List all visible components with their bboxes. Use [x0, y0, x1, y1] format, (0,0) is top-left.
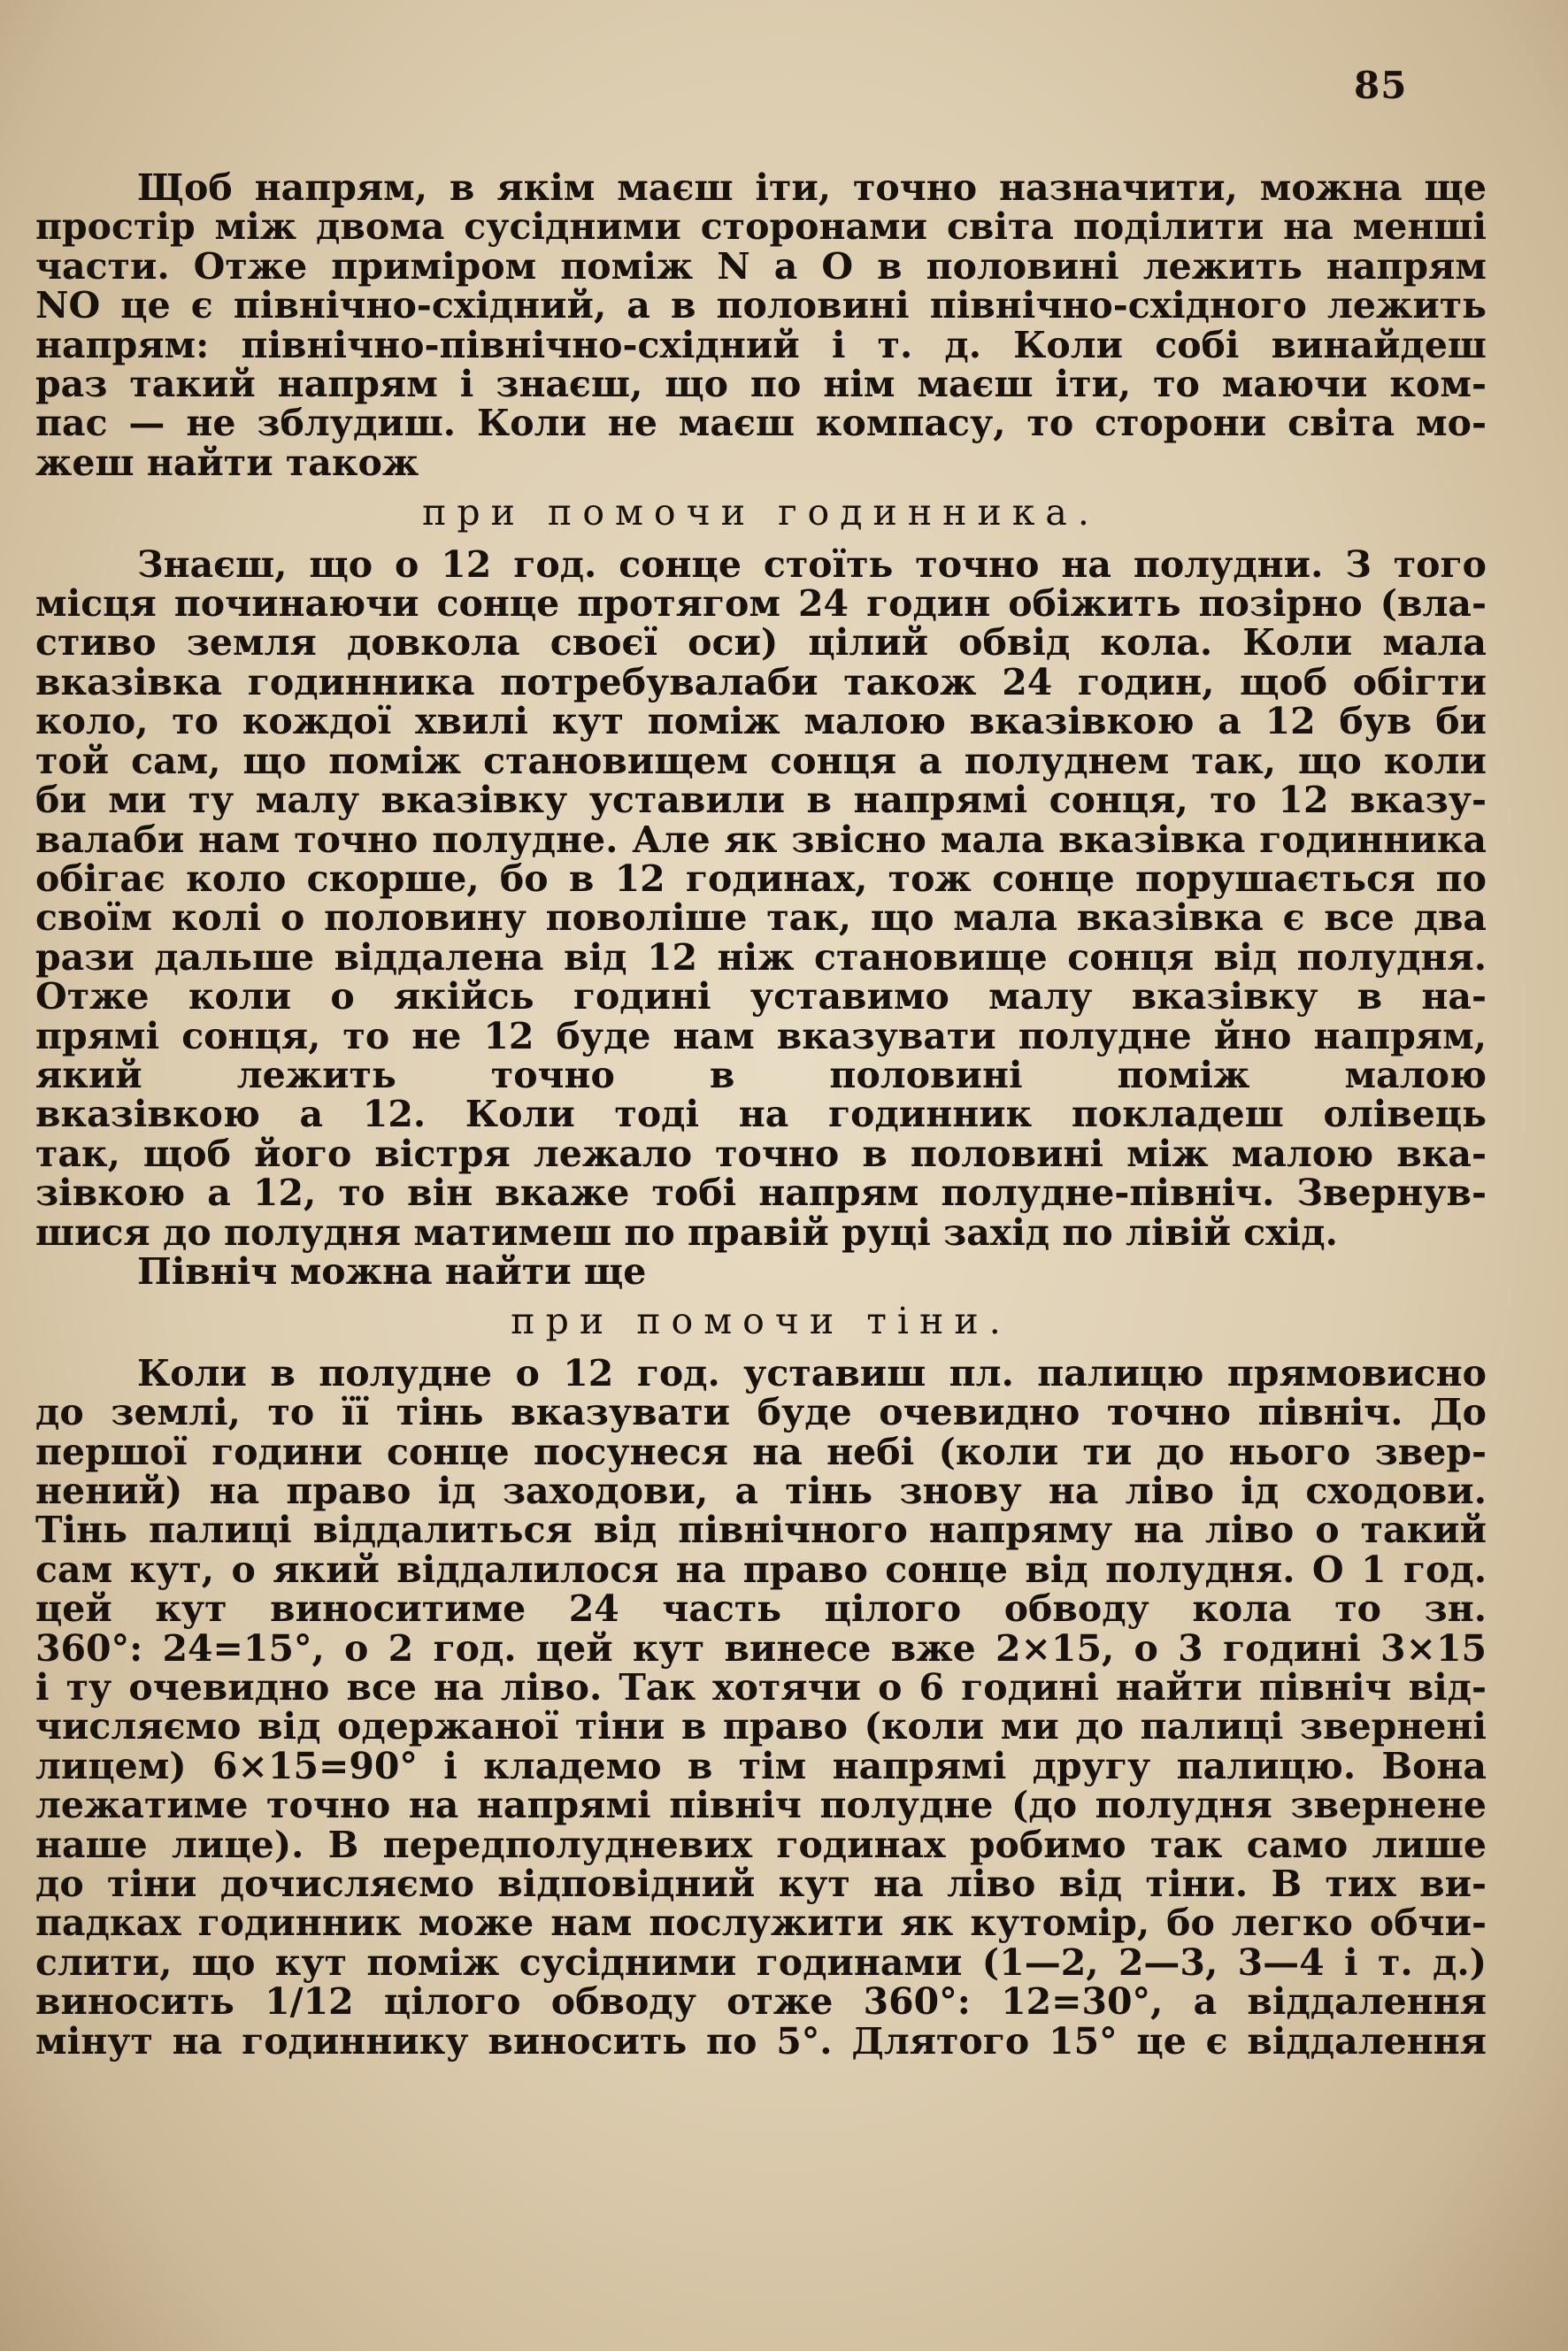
text-line: обігає коло скорше, бо в 12 годинах, тож сонце порушається по — [35, 857, 1487, 900]
text-line: Коли в полудне о 12 год. уставиш пл. палицю прямовисно — [137, 1351, 1487, 1394]
text-line: би ми ту малу вказівку уставили в напрямі сонця, то 12 вказу- — [35, 779, 1487, 822]
text-line: числяємо від одержаної тіни в право (коли ми до палиці звернені — [35, 1705, 1487, 1748]
text-line: стиво земля довкола своєї оси) цілий обвід кола. Коли мала — [35, 621, 1487, 665]
text-line: виносить 1/12 цілого обводу отже 360°: 12=30°, а віддалення — [35, 1980, 1487, 2024]
text-line: лицем) 6×15=90° і кладемо в тім напрямі другу палицю. Вона — [35, 1744, 1487, 1787]
text-line: наше лице). В передполудневих годинах робимо так само лише — [35, 1823, 1487, 1866]
text-line: мінут на годиннику виносить по 5°. Длятого 15° це є віддалення — [35, 2019, 1487, 2063]
page-text — [35, 168, 1487, 2061]
text-line: жеш найти також — [35, 441, 419, 484]
text-line: слити, що кут поміж сусідними годинами (1—2, 2—3, 3—4 і т. д.) — [35, 1940, 1487, 1984]
text-line: першої години сонце посунеся на небі (коли ти до нього звер- — [35, 1430, 1487, 1473]
text-line: напрям: північно-північно-східний і т. д. Коли собі винайдеш — [35, 323, 1487, 366]
text-line: раз такий напрям і знаєш, що по нім маєш іти, то маючи ком- — [35, 363, 1487, 406]
text-line: вказівка годинника потребувалаби також 24 годин, щоб обігти — [35, 660, 1487, 703]
text-line: лежатиме точно на напрямі північ полудне (до полудня звернене — [35, 1784, 1487, 1827]
text-line: Знаєш, що о 12 год. сонце стоїть точно на полудни. З того — [137, 542, 1487, 586]
text-line: 360°: 24=15°, о 2 год. цей кут винесе вже 2×15, о 3 годині 3×15 — [35, 1626, 1487, 1670]
text-line: сам кут, о який віддалилося на право сонце від полудня. О 1 год. — [35, 1548, 1487, 1591]
text-line: части. Отже приміром поміж N а O в половині лежить напрям — [35, 244, 1487, 288]
text-line: і ту очевидно все на ліво. Так хотячи о 6 годині найти північ від- — [35, 1666, 1487, 1709]
text-line: Отже коли о якійсь годині уставимо малу вказівку в на- — [35, 975, 1487, 1018]
text-line: Тінь палиці віддалиться від північного напряму на ліво о такий — [35, 1509, 1487, 1552]
text-line: коло, то кождої хвилі кут поміж малою вказівкою а 12 був би — [35, 700, 1487, 743]
text-line: який лежить точно в половині поміж малою — [35, 1053, 1487, 1096]
text-line: вказівкою а 12. Коли тоді на годинник покладеш олівець — [35, 1093, 1487, 1136]
text-line: рази дальше віддалена від 12 ніж становище сонця від полудня. — [35, 935, 1487, 979]
text-line: так, щоб його вістря лежало точно в половині між малою вка- — [35, 1132, 1487, 1175]
text-line: прямі сонця, то не 12 буде нам вказувати полудне йно напрям, — [35, 1014, 1487, 1057]
page-number: 85 — [1354, 64, 1408, 107]
text-line: цей кут виноситиме 24 часть цілого обводу кола то зн. — [35, 1587, 1487, 1631]
text-line: простір між двома сусідними сторонами світа поділити на менші — [35, 205, 1487, 249]
text-line: пас — не зблудиш. Коли не маєш компасу, то сторони світа мо- — [35, 402, 1487, 445]
text-line: до землі, то її тінь вказувати буде очевидно точно північ. До — [35, 1391, 1487, 1434]
text-line: до тіни дочисляємо відповідний кут на ліво від тіни. В тих ви- — [35, 1863, 1487, 1906]
text-line: нений) на право ід заходови, а тінь знову на ліво ід сходови. — [35, 1470, 1487, 1512]
text-line: NO це є північно-східний, а в половині північно-східного лежить — [35, 284, 1487, 327]
text-line: місця починаючи сонце протягом 24 годин обіжить позірно (вла- — [35, 582, 1487, 626]
text-line: зівкою а 12, то він вкаже тобі напрям полудне-північ. Звернув- — [35, 1172, 1487, 1215]
text-line: падках годинник може нам послужити як кутомір, бо легко обчи- — [35, 1902, 1487, 1945]
section-heading: при помочи годинника. — [422, 491, 1100, 534]
section-heading: при помочи тіни. — [511, 1300, 1011, 1343]
text-line: Північ можна найти ще — [137, 1249, 647, 1293]
text-line: Щоб напрям, в якім маєш іти, точно назначити, можна ще — [137, 166, 1487, 209]
text-line: своїм колі о половину поволіше так, що мала вказівка є все два — [35, 896, 1487, 940]
text-line: той сам, що поміж становищем сонця а полуднем так, що коли — [35, 739, 1487, 782]
text-line: валаби нам точно полудне. Але як звісно мала вказівка годинника — [35, 818, 1487, 861]
text-line: шися до полудня матимеш по правій руці захід по лівій схід. — [35, 1210, 1338, 1254]
